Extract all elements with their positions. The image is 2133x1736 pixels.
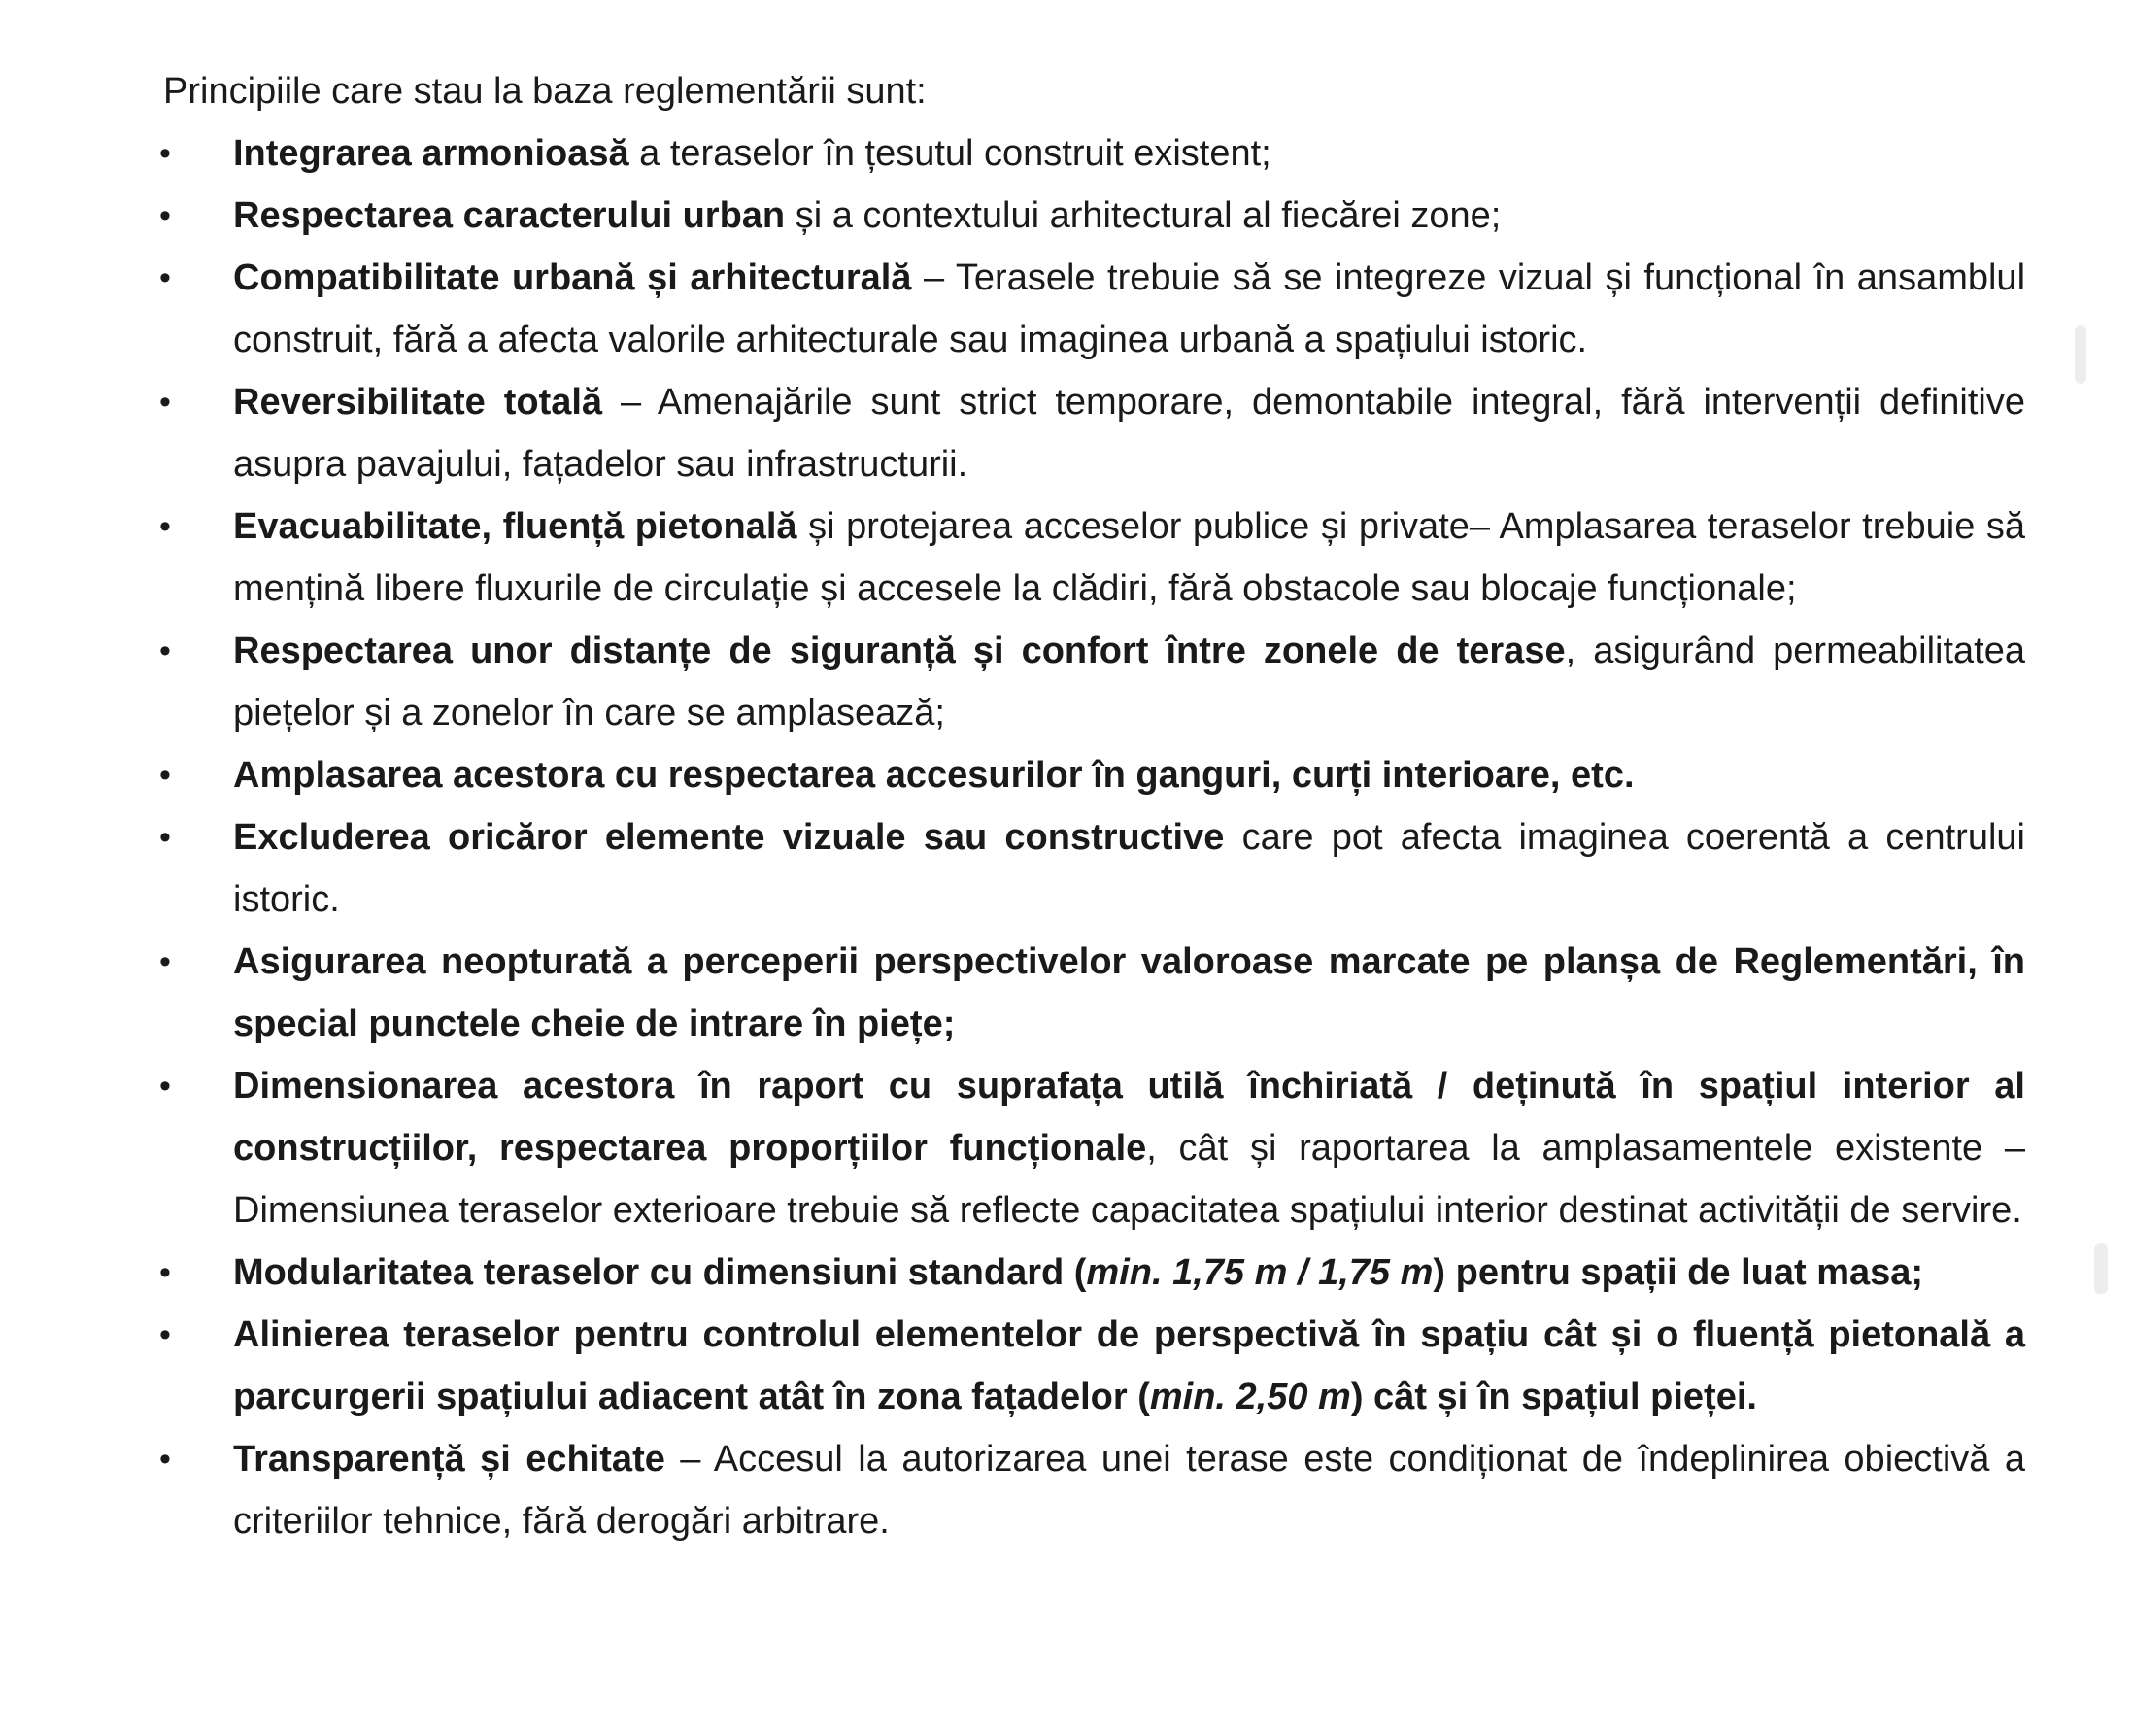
item-text-bold: ) pentru spații de luat masa; [1433, 1252, 1924, 1293]
list-item [155, 371, 2025, 495]
list-item [155, 185, 2025, 247]
intro-paragraph: Principiile care stau la baza reglementării sunt: [163, 71, 927, 112]
item-text-normal: , asigurând permeabilitatea piețelor și a zonelor în care se amplasează; [233, 630, 2025, 733]
bullet-icon: • [159, 1441, 171, 1478]
bullet-icon: • [159, 135, 171, 172]
item-text-bold: Transparență și echitate [233, 1439, 665, 1480]
bullet-icon: • [159, 259, 171, 296]
bullet-icon: • [159, 1068, 171, 1105]
item-text-bold: ) cât și în spațiul pieței. [1350, 1377, 1757, 1417]
item-text [233, 382, 2025, 485]
item-text [233, 1066, 2025, 1231]
item-text-normal: a teraselor în țesutul construit existent; [628, 133, 1271, 174]
list-item [155, 247, 2025, 371]
list-item [155, 122, 2025, 185]
item-text [233, 1252, 1923, 1293]
item-text-bold: Alinierea teraselor pentru controlul elementelor de perspectivă în spațiu cât și o fluență pietonală a parcurgerii spațiului adiacent atât în zona fațadelor ( [233, 1314, 2025, 1417]
item-text-bold: Amplasarea acestora cu respectarea accesurilor în ganguri, curți interioare, etc. [233, 755, 1635, 796]
bullet-icon: • [159, 943, 171, 980]
item-text-bold: Integrarea armonioasă [233, 133, 629, 174]
item-text-normal: și protejarea acceselor publice și private– Amplasarea teraselor trebuie să mențină libere fluxurile de circulație și accesele la clădiri, fără obstacole sau blocaje funcționale; [233, 506, 2026, 609]
scan-artifact-mark [2075, 325, 2086, 384]
item-text-bold-italic: min. 1,75 m / 1,75 m [1086, 1252, 1434, 1293]
item-text-bold: Respectarea caracterului urban [233, 195, 786, 236]
list-item [155, 1428, 2025, 1552]
item-text [233, 1439, 2025, 1542]
bullet-icon: • [159, 757, 171, 794]
item-text-bold: Respectarea unor distanțe de siguranță și confort între zonele de terase [233, 630, 1566, 671]
bullet-icon: • [159, 1316, 171, 1353]
item-text [233, 1314, 2025, 1417]
item-text-bold: Evacuabilitate, fluență pietonală [233, 506, 797, 547]
bullet-icon: • [159, 1254, 171, 1291]
bullet-icon: • [159, 632, 171, 669]
principles-list [155, 122, 2025, 1552]
item-text [233, 195, 1501, 236]
scan-artifact-mark [2094, 1243, 2108, 1294]
item-text [233, 133, 1271, 174]
list-item [155, 1304, 2025, 1428]
item-text-normal: care pot afecta imaginea coerentă a centrului istoric. [233, 817, 2025, 920]
item-text-bold: Excluderea oricăror elemente vizuale sau constructive [233, 817, 1225, 858]
list-item [155, 806, 2025, 931]
item-text-normal: – Amenajările sunt strict temporare, demontabile integral, fără intervenții definitive asupra pavajului, fațadelor sau infrastructurii. [233, 382, 2025, 485]
item-text-normal: , cât și raportarea la amplasamentele existente – Dimensiunea teraselor exterioare trebuie să reflecte capacitatea spațiului interior destinat activității de servire. [233, 1128, 2025, 1231]
item-text-bold: Reversibilitate totală [233, 382, 603, 423]
list-item [155, 495, 2025, 620]
item-text-normal: și a contextului arhitectural al fiecărei zone; [785, 195, 1502, 236]
item-text-normal: – Accesul la autorizarea unei terase este condiționat de îndeplinirea obiectivă a criteriilor tehnice, fără derogări arbitrare. [233, 1439, 2025, 1542]
list-item [155, 744, 2025, 806]
list-item [155, 1055, 2025, 1242]
item-text-normal: – Terasele trebuie să se integreze vizual și funcțional în ansamblul construit, fără a afecta valorile arhitecturale sau imaginea urbană a spațiului istoric. [233, 257, 2026, 360]
bullet-icon: • [159, 384, 171, 421]
bullet-icon: • [159, 819, 171, 856]
item-text [233, 506, 2025, 609]
list-item [155, 620, 2025, 744]
item-text [233, 817, 2025, 920]
bullet-icon: • [159, 197, 171, 234]
item-text-bold: Dimensionarea acestora în raport cu suprafața utilă închiriată / deținută în spațiul interior al construcțiilor, respectarea proporțiilor funcționale [233, 1066, 2025, 1169]
item-text [233, 941, 2025, 1044]
item-text-bold: Asigurarea neopturată a perceperii perspectivelor valoroase marcate pe planșa de Reglementări, în special punctele cheie de intrare în piețe; [233, 941, 2025, 1044]
list-item [155, 931, 2025, 1055]
item-text [233, 630, 2025, 733]
list-item [155, 1242, 2025, 1304]
item-text [233, 257, 2025, 360]
bullet-icon: • [159, 508, 171, 545]
item-text [233, 755, 1635, 796]
item-text-bold: Compatibilitate urbană și arhitecturală [233, 257, 912, 298]
item-text-bold-italic: min. 2,50 m [1149, 1377, 1351, 1417]
item-text-bold: Modularitatea teraselor cu dimensiuni standard ( [233, 1252, 1087, 1293]
